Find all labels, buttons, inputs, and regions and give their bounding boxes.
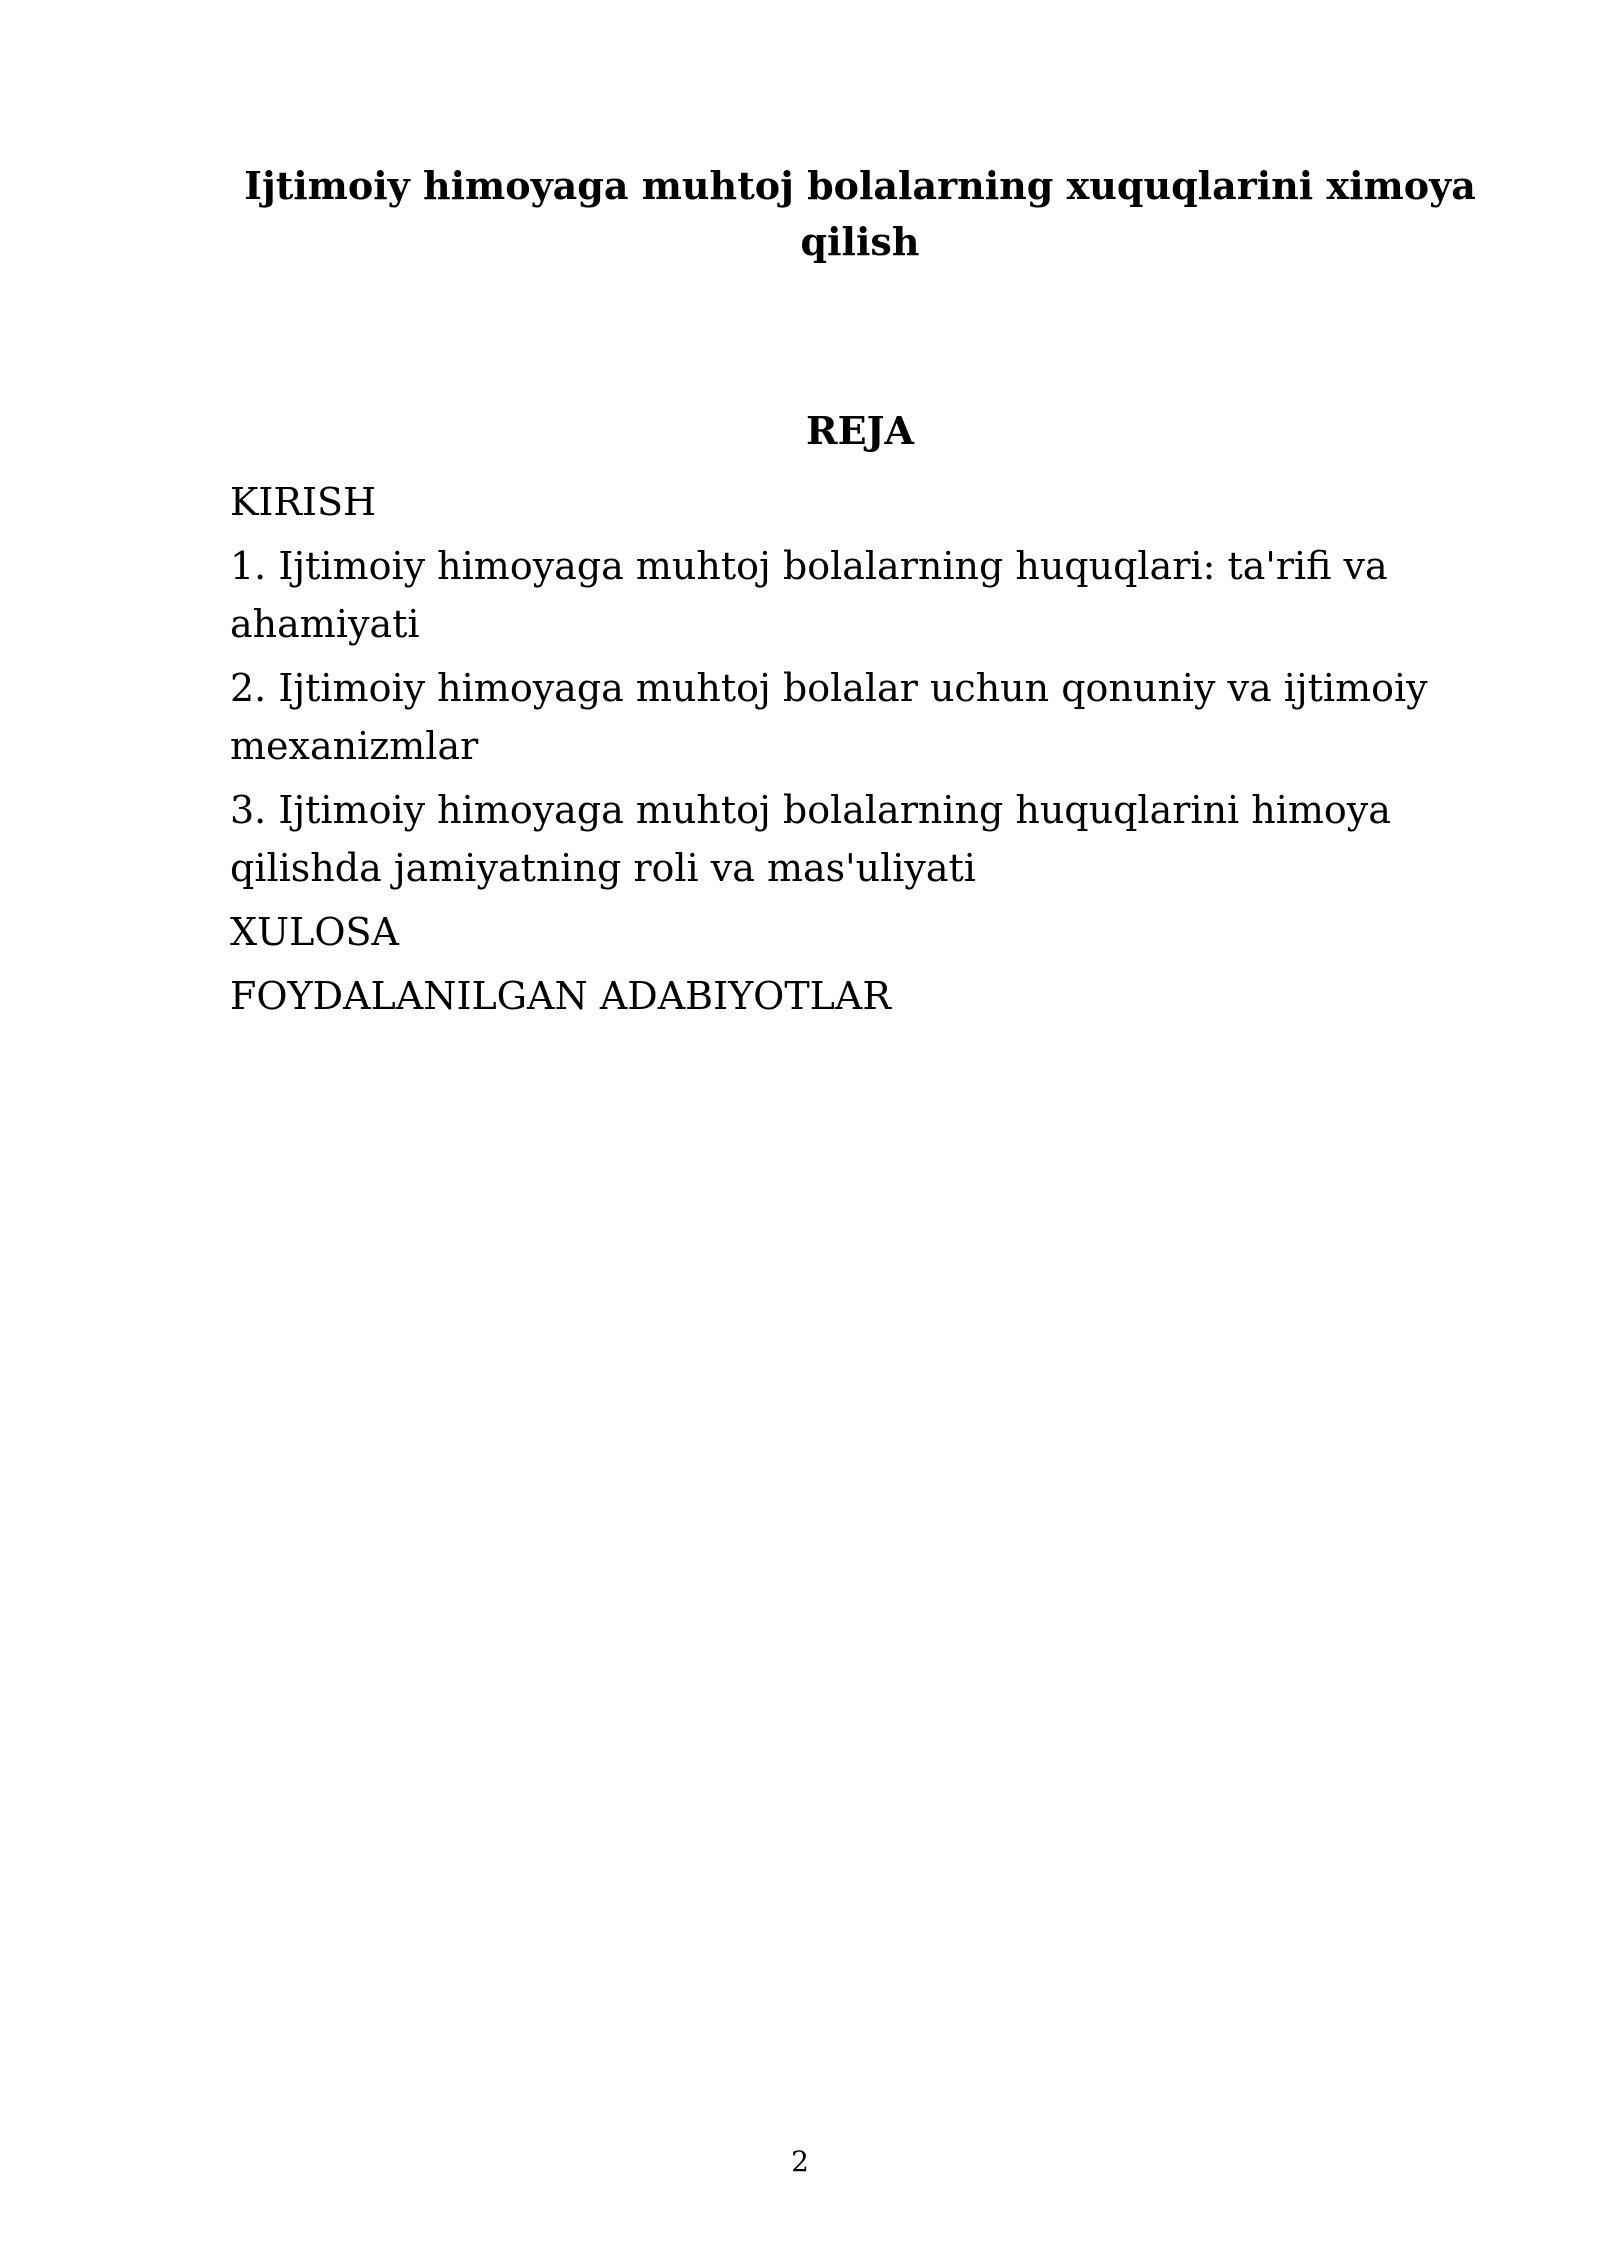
plan-heading: REJA <box>805 408 914 453</box>
plan-item-3: 3. Ijtimoiy himoyaga muhtoj bolalarning huquqlarini himoya qilishda jamiyatning roli va mas'uliyati <box>230 788 1391 890</box>
plan-list <box>230 473 1490 1031</box>
plan-item-introduction: KIRISH <box>230 480 377 524</box>
plan-item-references: FOYDALANILGAN ADABIYOTLAR <box>230 974 891 1018</box>
page-number: 2 <box>791 2145 809 2178</box>
plan-item-conclusion: XULOSA <box>230 910 399 954</box>
plan-item-1: 1. Ijtimoiy himoyaga muhtoj bolalarning huquqlari: ta'rifi va ahamiyati <box>230 544 1388 646</box>
document-title: Ijtimoiy himoyaga muhtoj bolalarning xuquqlarini ximoya qilish <box>244 163 1476 264</box>
plan-item-2: 2. Ijtimoiy himoyaga muhtoj bolalar uchun qonuniy va ijtimoiy mexanizmlar <box>230 666 1428 768</box>
